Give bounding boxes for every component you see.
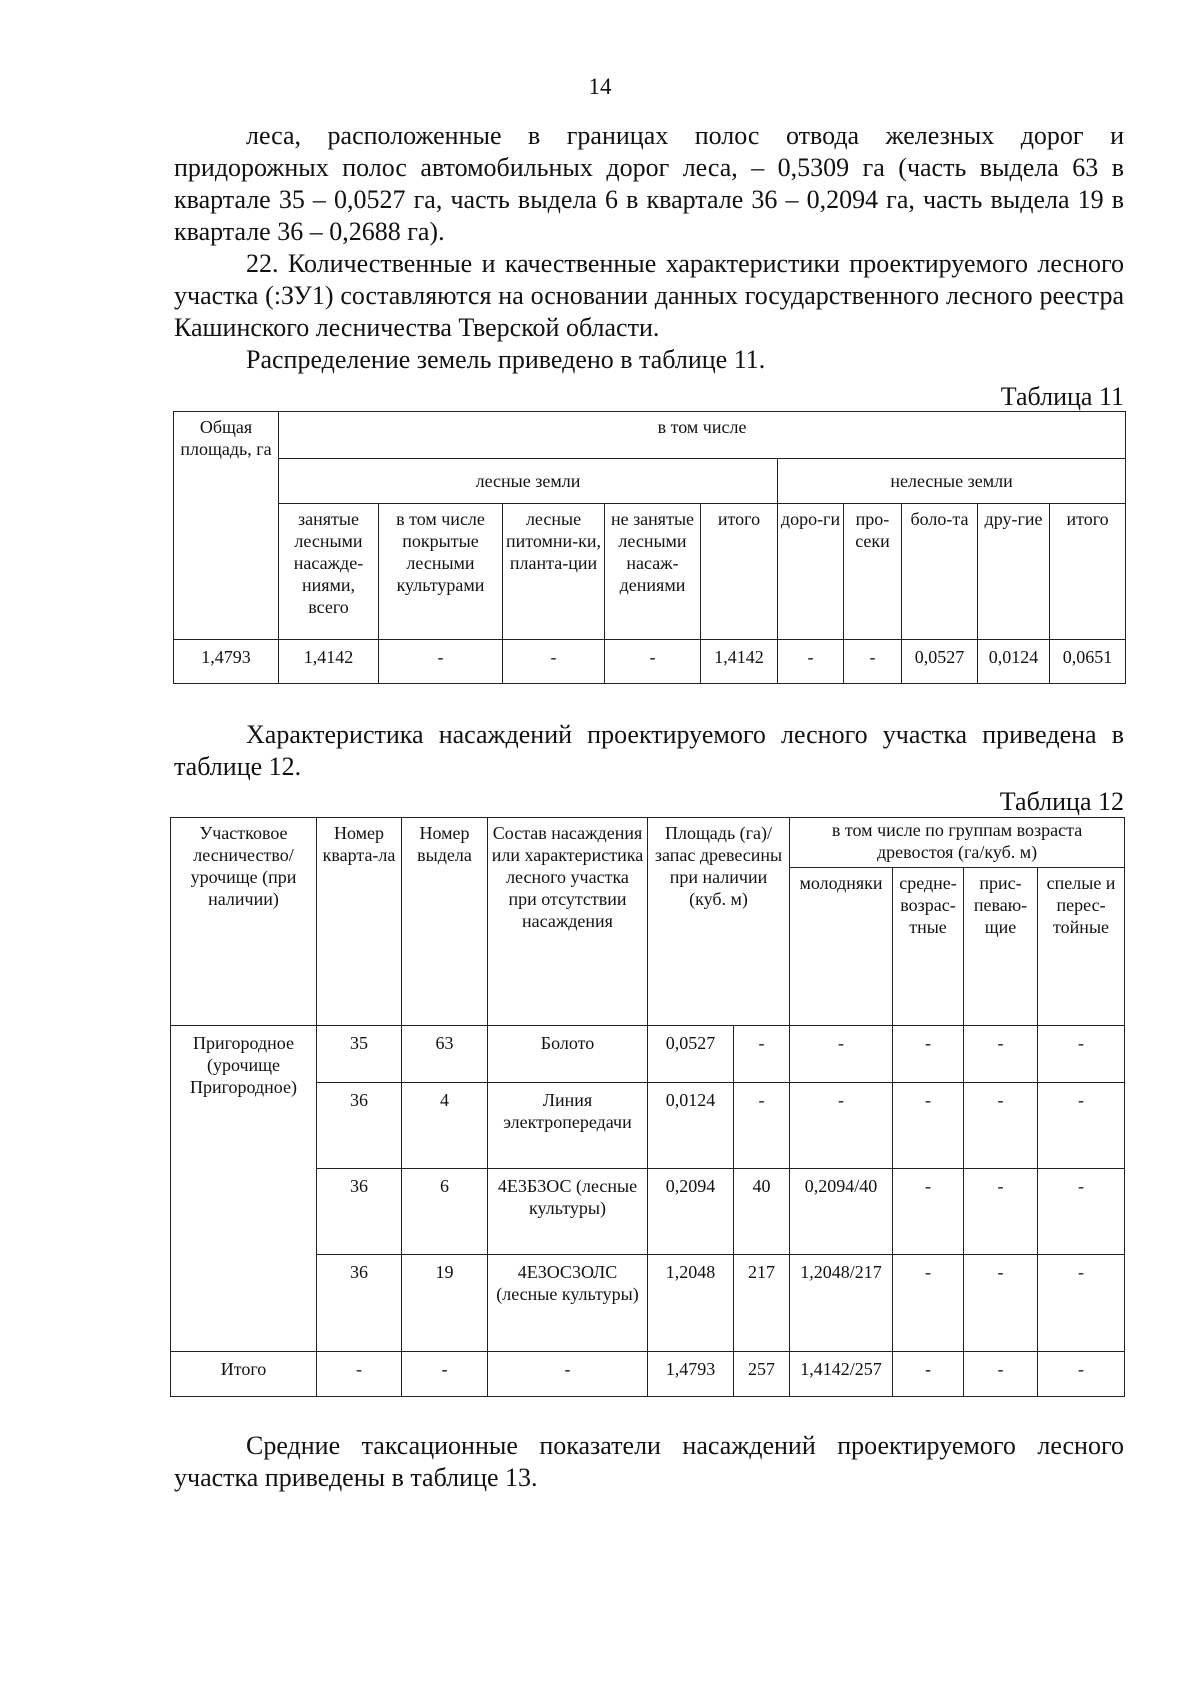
paragraph-forests-railways: леса, расположенные в границах полос отвода железных дорог и придорожных полос автомобильных дорог леса, – 0,5309 га (часть выдела 63 в квартале 35 – 0,0527 га, часть выдела 6 в квартале 36 – 0,2094 га, часть выдела 19 в квартале 36 – 0,2688 га). [174,121,1124,246]
cell-total-label: Итого [171,1352,317,1397]
header-roads: доро-ги [778,504,844,640]
cell-young: 1,4142/257 [790,1352,893,1397]
stand-characteristics-table [170,817,1125,1397]
table-11-caption: Таблица 11 [1000,382,1124,411]
cell-middle: - [893,1083,964,1169]
cell-other: 0,0124 [978,640,1050,684]
paragraph-land-distribution: Распределение земель приведено в таблице 11. [246,345,766,374]
header-not-occupied: не занятые лесными насаж-дениями [605,504,701,640]
header-forestry: Участковое лесничество/ урочище (при наличии) [171,818,317,1026]
header-allotment-number: Номер выдела [402,818,488,1026]
cell-area: 0,0527 [648,1026,734,1083]
header-occupied-by-stands: занятые лесными насажде-ниями, всего [279,504,379,640]
cell-occupied: 1,4142 [279,640,379,684]
header-total-area: Общая площадь, га [174,412,279,640]
cell-allotment: 19 [402,1255,488,1352]
header-young-stands: молодняки [790,868,893,1026]
table-row-total [171,1352,1125,1397]
cell-composition: Болото [488,1026,648,1083]
cell-young: 1,2048/217 [790,1255,893,1352]
cell-composition: 4Е3ОС3ОЛС (лесные культуры) [488,1255,648,1352]
cell-ripening: - [964,1083,1038,1169]
cell-mature: - [1038,1255,1125,1352]
cell-composition: - [488,1352,648,1397]
header-forest-total: итого [701,504,778,640]
header-nurseries: лесные питомни-ки, планта-ции [503,504,605,640]
paragraph-average-indicators: Средние таксационные показатели насаждений проектируемого лесного участка приведены в таблице 13. [174,1431,1124,1492]
cell-area: 1,4793 [648,1352,734,1397]
cell-cultures: - [379,640,503,684]
table-row [171,1026,1125,1083]
header-nonforest-total: итого [1050,504,1126,640]
paragraph-stand-characteristics: Характеристика насаждений проектируемого лесного участка приведена в таблице 12. [174,720,1124,781]
cell-quarter: - [317,1352,402,1397]
cell-roads: - [778,640,844,684]
header-forest-lands: лесные земли [279,459,778,504]
cell-composition: 4Е3Б3ОС (лесные культуры) [488,1169,648,1255]
cell-allotment: 63 [402,1026,488,1083]
header-ripening: прис-певаю-щие [964,868,1038,1026]
header-other: дру-гие [978,504,1050,640]
cell-young: - [790,1083,893,1169]
cell-mature: - [1038,1083,1125,1169]
header-clearings: про-секи [844,504,902,640]
header-nonforest-lands: нелесные земли [778,459,1126,504]
cell-ripening: - [964,1026,1038,1083]
cell-total-area: 1,4793 [174,640,279,684]
cell-stock: 257 [734,1352,790,1397]
cell-stock: - [734,1026,790,1083]
cell-mature: - [1038,1352,1125,1397]
header-including: в том числе [279,412,1126,459]
cell-swamps: 0,0527 [902,640,978,684]
cell-nurseries: - [503,640,605,684]
cell-mature: - [1038,1026,1125,1083]
cell-forestry-name: Пригородное (урочище Пригородное) [171,1026,317,1352]
cell-allotment: - [402,1352,488,1397]
header-composition: Состав насаждения или характеристика лесного участка при отсутствии насаждения [488,818,648,1026]
cell-middle: - [893,1352,964,1397]
cell-mature: - [1038,1169,1125,1255]
cell-composition: Линия электропередачи [488,1083,648,1169]
paragraph-item-22: 22. Количественные и качественные характеристики проектируемого лесного участка (:ЗУ1) составляются на основании данных государственного лесного реестра Кашинского лесничества Тверской области. [174,249,1124,342]
cell-stock: - [734,1083,790,1169]
cell-middle: - [893,1169,964,1255]
header-swamps: боло-та [902,504,978,640]
cell-ripening: - [964,1169,1038,1255]
header-quarter-number: Номер кварта-ла [317,818,402,1026]
cell-nonforest-total: 0,0651 [1050,640,1126,684]
cell-clearings: - [844,640,902,684]
cell-allotment: 6 [402,1169,488,1255]
cell-area: 0,0124 [648,1083,734,1169]
cell-quarter: 36 [317,1083,402,1169]
cell-not-occupied: - [605,640,701,684]
cell-quarter: 36 [317,1169,402,1255]
header-covered-by-cultures: в том числе покрытые лесными культурами [379,504,503,640]
table-row [174,640,1126,684]
cell-young: - [790,1026,893,1083]
land-distribution-table [173,411,1126,684]
header-area-stock: Площадь (га)/запас древесины при наличии (куб. м) [648,818,790,1026]
cell-middle: - [893,1255,964,1352]
cell-area: 1,2048 [648,1255,734,1352]
cell-ripening: - [964,1352,1038,1397]
cell-area: 0,2094 [648,1169,734,1255]
cell-young: 0,2094/40 [790,1169,893,1255]
header-age-groups: в том числе по группам возраста древостоя (га/куб. м) [790,818,1125,868]
cell-quarter: 36 [317,1255,402,1352]
cell-forest-total: 1,4142 [701,640,778,684]
page-number: 14 [588,74,612,99]
cell-stock: 217 [734,1255,790,1352]
table-12-caption: Таблица 12 [999,787,1124,816]
cell-allotment: 4 [402,1083,488,1169]
cell-ripening: - [964,1255,1038,1352]
cell-middle: - [893,1026,964,1083]
cell-stock: 40 [734,1169,790,1255]
cell-quarter: 35 [317,1026,402,1083]
header-middle-aged: средне-возрас-тные [893,868,964,1026]
header-mature: спелые и перес-тойные [1038,868,1125,1026]
